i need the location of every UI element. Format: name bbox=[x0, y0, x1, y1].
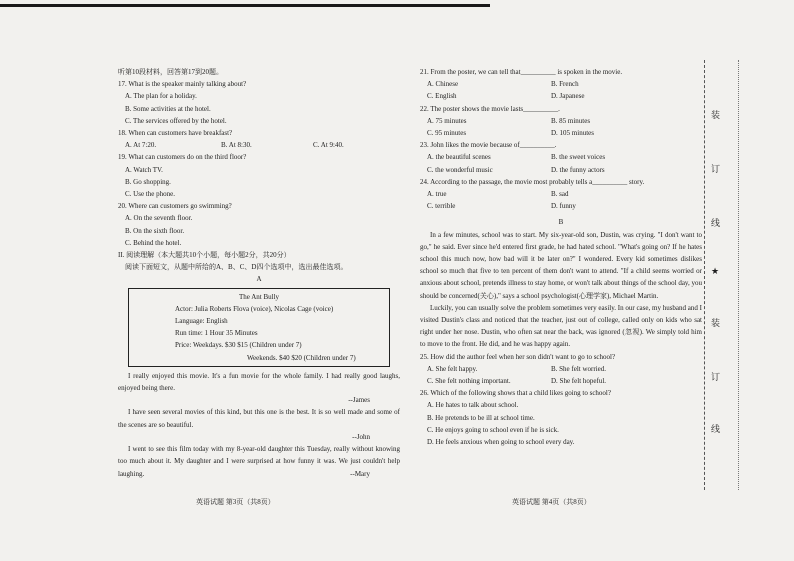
binding-dotted-line bbox=[738, 60, 739, 490]
option-row bbox=[420, 78, 702, 90]
poster-price: Price: Weekdays. $30 $15 (Children under 7) bbox=[175, 341, 302, 350]
option: B. On the sixth floor. bbox=[125, 226, 185, 235]
binding-char: 装 bbox=[711, 110, 721, 120]
option: A. She felt happy. bbox=[427, 364, 478, 373]
question-20: 20. Where can customers go swimming? bbox=[118, 202, 232, 211]
option: A. The plan for a holiday. bbox=[125, 92, 197, 101]
left-column bbox=[118, 66, 400, 480]
option: C. Use the phone. bbox=[125, 190, 175, 199]
binding-char: 线 bbox=[711, 424, 721, 434]
option: B. He pretends to be ill at school time. bbox=[427, 413, 535, 422]
option: A. On the seventh floor. bbox=[125, 214, 193, 223]
page-footer-right: 英语试题 第4页（共8页） bbox=[512, 498, 591, 506]
option-row bbox=[420, 164, 702, 176]
question-23: 23. John likes the movie because of__________. bbox=[420, 141, 557, 150]
section-title: II. 阅读理解（本大题共10个小题，每小题2分，共20分） bbox=[118, 251, 291, 260]
option-row bbox=[420, 200, 702, 212]
option: D. the funny actors bbox=[551, 165, 605, 174]
binding-char: 线 bbox=[711, 218, 721, 228]
option-row bbox=[420, 363, 702, 375]
movie-poster bbox=[128, 288, 390, 367]
top-bar bbox=[0, 4, 490, 7]
option: A. At 7:20. bbox=[125, 141, 157, 150]
q18-options bbox=[118, 139, 400, 151]
option: B. French bbox=[551, 80, 579, 89]
option: A. true bbox=[427, 190, 447, 199]
poster-weekends: Weekends. $40 $20 (Children under 7) bbox=[247, 353, 356, 362]
option: A. He hates to talk about school. bbox=[427, 401, 519, 410]
option: C. The services offered by the hotel. bbox=[125, 116, 227, 125]
option: B. 85 minutes bbox=[551, 116, 591, 125]
passage-b-paragraph-2: Luckily, you can usually solve the problem sometimes very easily. In our case, my husband and I visited Dustin's class and noticed that the teacher, just out of college, called only on kids who sat right under her nose. Dustin, who often sat near the back, was ignored (忽视). We simply told him to move to the front. He did, and he was happy again. bbox=[420, 303, 702, 349]
star-icon: ★ bbox=[711, 266, 720, 276]
option: C. 95 minutes bbox=[427, 129, 467, 138]
section-intro: 听第10段材料，回答第17到20题。 bbox=[118, 68, 223, 76]
option: B. She felt worried. bbox=[551, 364, 607, 373]
question-21: 21. From the poster, we can tell that__________ is spoken in the movie. bbox=[420, 68, 623, 76]
option: D. She felt hopeful. bbox=[551, 377, 607, 386]
option: C. the wonderful music bbox=[427, 165, 493, 174]
passage-b-paragraph-1: In a few minutes, school was to start. My six-year-old son, Dustin, was crying. "I don't want to go," he said. Ever since he'd entered first grade, he had hated school. "What's going on? If he hates school this much now, how bad will it be later on?" I wondered. Every kid sometimes dislikes school so much that five to ten percent of them don't want to attend. "If a child seems worried or anxious about school, pretends illness to stay home, or won't talk about things of the school day, you should be concerned(关心)," says a school psychologist(心理学家), Michael Martin. bbox=[420, 230, 702, 300]
option: A. Chinese bbox=[427, 80, 459, 89]
option: B. Some activities at the hotel. bbox=[125, 104, 211, 113]
question-19: 19. What can customers do on the third floor? bbox=[118, 153, 247, 162]
option: B. the sweet voices bbox=[551, 153, 606, 162]
page-footer-left: 英语试题 第3页（共8页） bbox=[196, 498, 275, 506]
review-mary: I went to see this film today with my 8-year-old daughter this Tuesday, really without knowing too much about it. My daughter and I were surprised at how funny it was. We just couldn't help laughing. bbox=[118, 445, 400, 478]
option: C. He enjoys going to school even if he is sick. bbox=[427, 425, 559, 434]
question-18: 18. When can customers have breakfast? bbox=[118, 129, 233, 138]
option-row bbox=[420, 115, 702, 127]
question-17: 17. What is the speaker mainly talking about? bbox=[118, 80, 247, 89]
option: D. 105 minutes bbox=[551, 129, 594, 138]
option: C. English bbox=[427, 92, 457, 101]
option: C. terrible bbox=[427, 202, 456, 211]
right-column bbox=[420, 66, 702, 448]
passage-b-label: B bbox=[558, 218, 564, 227]
binding-line bbox=[704, 60, 705, 490]
option: D. He feels anxious when going to school every day. bbox=[427, 438, 575, 447]
binding-char: 订 bbox=[711, 372, 721, 382]
option: C. At 9:40. bbox=[313, 141, 344, 150]
option: D. Japanese bbox=[551, 92, 585, 101]
binding-char: 装 bbox=[711, 318, 721, 328]
review-author: --James bbox=[348, 396, 370, 405]
question-24: 24. According to the passage, the movie most probably tells a__________ story. bbox=[420, 177, 645, 186]
option: C. Behind the hotel. bbox=[125, 238, 182, 247]
option: A. 75 minutes bbox=[427, 116, 467, 125]
option: C. She felt nothing important. bbox=[427, 377, 511, 386]
option: B. Go shopping. bbox=[125, 177, 171, 186]
option: A. the beautiful scenes bbox=[427, 153, 491, 162]
option-row bbox=[420, 188, 702, 200]
option-row bbox=[420, 151, 702, 163]
review-james: I really enjoyed this movie. It's a fun movie for the whole family. I had really good laughs, enjoyed being there. bbox=[118, 371, 400, 393]
passage-a-label: A bbox=[256, 275, 262, 284]
review-author: --John bbox=[352, 432, 370, 441]
option: A. Watch TV. bbox=[125, 165, 163, 174]
option-row bbox=[420, 90, 702, 102]
poster-title: The Ant Bully bbox=[238, 292, 280, 301]
question-22: 22. The poster shows the movie lasts__________. bbox=[420, 104, 560, 113]
question-26: 26. Which of the following shows that a child likes going to school? bbox=[420, 389, 611, 398]
poster-language: Language: English bbox=[175, 317, 228, 326]
option: B. sad bbox=[551, 190, 569, 199]
option: D. funny bbox=[551, 202, 576, 211]
section-instruction: 阅读下面短文，从题中所给的A、B、C、D四个选项中，选出最佳选项。 bbox=[125, 263, 348, 272]
review-john: I have seen several movies of this kind, but this one is the best. It is so well made and some of the scenes are so beautiful. bbox=[118, 408, 400, 429]
poster-run-time: Run time: 1 Hour 35 Minutes bbox=[175, 329, 258, 338]
option-row bbox=[420, 375, 702, 387]
option: B. At 8:30. bbox=[221, 141, 252, 150]
option-row bbox=[420, 127, 702, 139]
review-author: --Mary bbox=[350, 469, 370, 478]
question-25: 25. How did the author feel when her son didn't want to go to school? bbox=[420, 352, 616, 361]
poster-actor: Actor: Julia Roberts Flova (voice), Nicolas Cage (voice) bbox=[175, 304, 334, 313]
binding-char: 订 bbox=[711, 164, 721, 174]
